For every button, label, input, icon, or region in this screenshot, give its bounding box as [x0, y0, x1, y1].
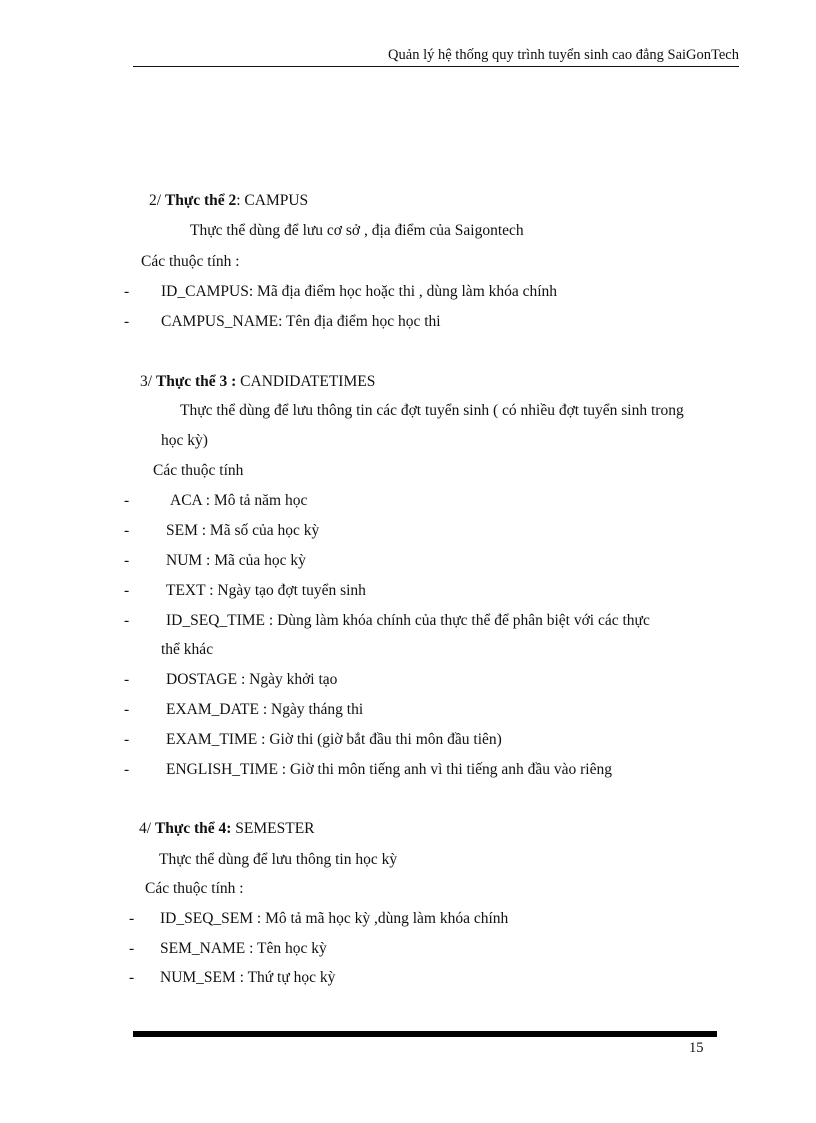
bullet-dash: - [124, 552, 130, 569]
attribute-item: CAMPUS_NAME: Tên địa điểm học học thi [161, 313, 441, 330]
heading-number: 2/ [149, 192, 162, 209]
heading-entity-label: Thực thể 2 [164, 192, 237, 209]
heading-entity-label: Thực thể 4: [154, 820, 232, 837]
attribute-item: DOSTAGE : Ngày khởi tạo [166, 671, 338, 688]
heading-entity-name: CANDIDATETIMES [236, 373, 376, 390]
attribute-item: SEM_NAME : Tên học kỳ [160, 940, 327, 957]
heading-entity-name: SEMESTER [231, 820, 315, 837]
attribute-item: ID_SEQ_TIME : Dùng làm khóa chính của thực thể để phân biệt với các thực [166, 612, 650, 629]
attributes-label: Các thuộc tính : [141, 253, 240, 270]
bullet-dash: - [124, 731, 130, 748]
page-number: 15 [689, 1040, 704, 1056]
bullet-dash: - [124, 522, 130, 539]
bullet-dash: - [124, 671, 130, 688]
bullet-dash: - [124, 492, 130, 509]
attributes-label: Các thuộc tính : [145, 880, 244, 897]
attribute-item: TEXT : Ngày tạo đợt tuyển sinh [166, 582, 366, 599]
heading-number: 4/ [139, 820, 152, 837]
section-description-continued: học kỳ) [161, 432, 208, 449]
attribute-item: ID_CAMPUS: Mã địa điểm học hoặc thi , dùng làm khóa chính [161, 283, 558, 300]
bullet-dash: - [129, 910, 135, 927]
attribute-item: ACA : Mô tả năm học [170, 492, 308, 509]
attribute-item: ENGLISH_TIME : Giờ thi môn tiếng anh vì thi tiếng anh đầu vào riêng [166, 761, 612, 778]
section-heading-semester [139, 820, 315, 838]
footer-rule [133, 1031, 717, 1037]
bullet-dash: - [124, 582, 130, 599]
section-description: Thực thể dùng để lưu thông tin học kỳ [159, 851, 398, 868]
heading-entity-label: Thực thể 3 : [155, 373, 237, 390]
attribute-item: EXAM_DATE : Ngày tháng thi [166, 701, 364, 718]
attributes-label: Các thuộc tính [153, 462, 244, 479]
attribute-item: ID_SEQ_SEM : Mô tả mã học kỳ ,dùng làm khóa chính [160, 910, 509, 927]
section-heading-candidatetimes [140, 373, 375, 391]
bullet-dash: - [124, 612, 130, 629]
heading-entity-name: : CAMPUS [236, 192, 309, 209]
section-description: Thực thể dùng để lưu thông tin các đợt tuyển sinh ( có nhiều đợt tuyển sinh trong [180, 402, 684, 419]
header-rule [133, 66, 739, 67]
attribute-item: SEM : Mã số của học kỳ [166, 522, 320, 539]
section-heading-campus [149, 192, 308, 210]
running-header: Quản lý hệ thống quy trình tuyển sinh cao đẳng SaiGonTech [388, 47, 739, 63]
heading-number: 3/ [140, 373, 153, 390]
bullet-dash: - [129, 940, 135, 957]
bullet-dash: - [124, 701, 130, 718]
bullet-dash: - [124, 283, 130, 300]
bullet-dash: - [129, 969, 135, 986]
attribute-item-continued: thể khác [161, 641, 214, 658]
attribute-item: EXAM_TIME : Giờ thi (giờ bắt đầu thi môn đầu tiên) [166, 731, 502, 748]
attribute-item: NUM_SEM : Thứ tự học kỳ [160, 969, 336, 986]
bullet-dash: - [124, 313, 130, 330]
attribute-item: NUM : Mã của học kỳ [166, 552, 306, 569]
bullet-dash: - [124, 761, 130, 778]
section-description: Thực thể dùng để lưu cơ sở , địa điểm của Saigontech [190, 222, 524, 239]
